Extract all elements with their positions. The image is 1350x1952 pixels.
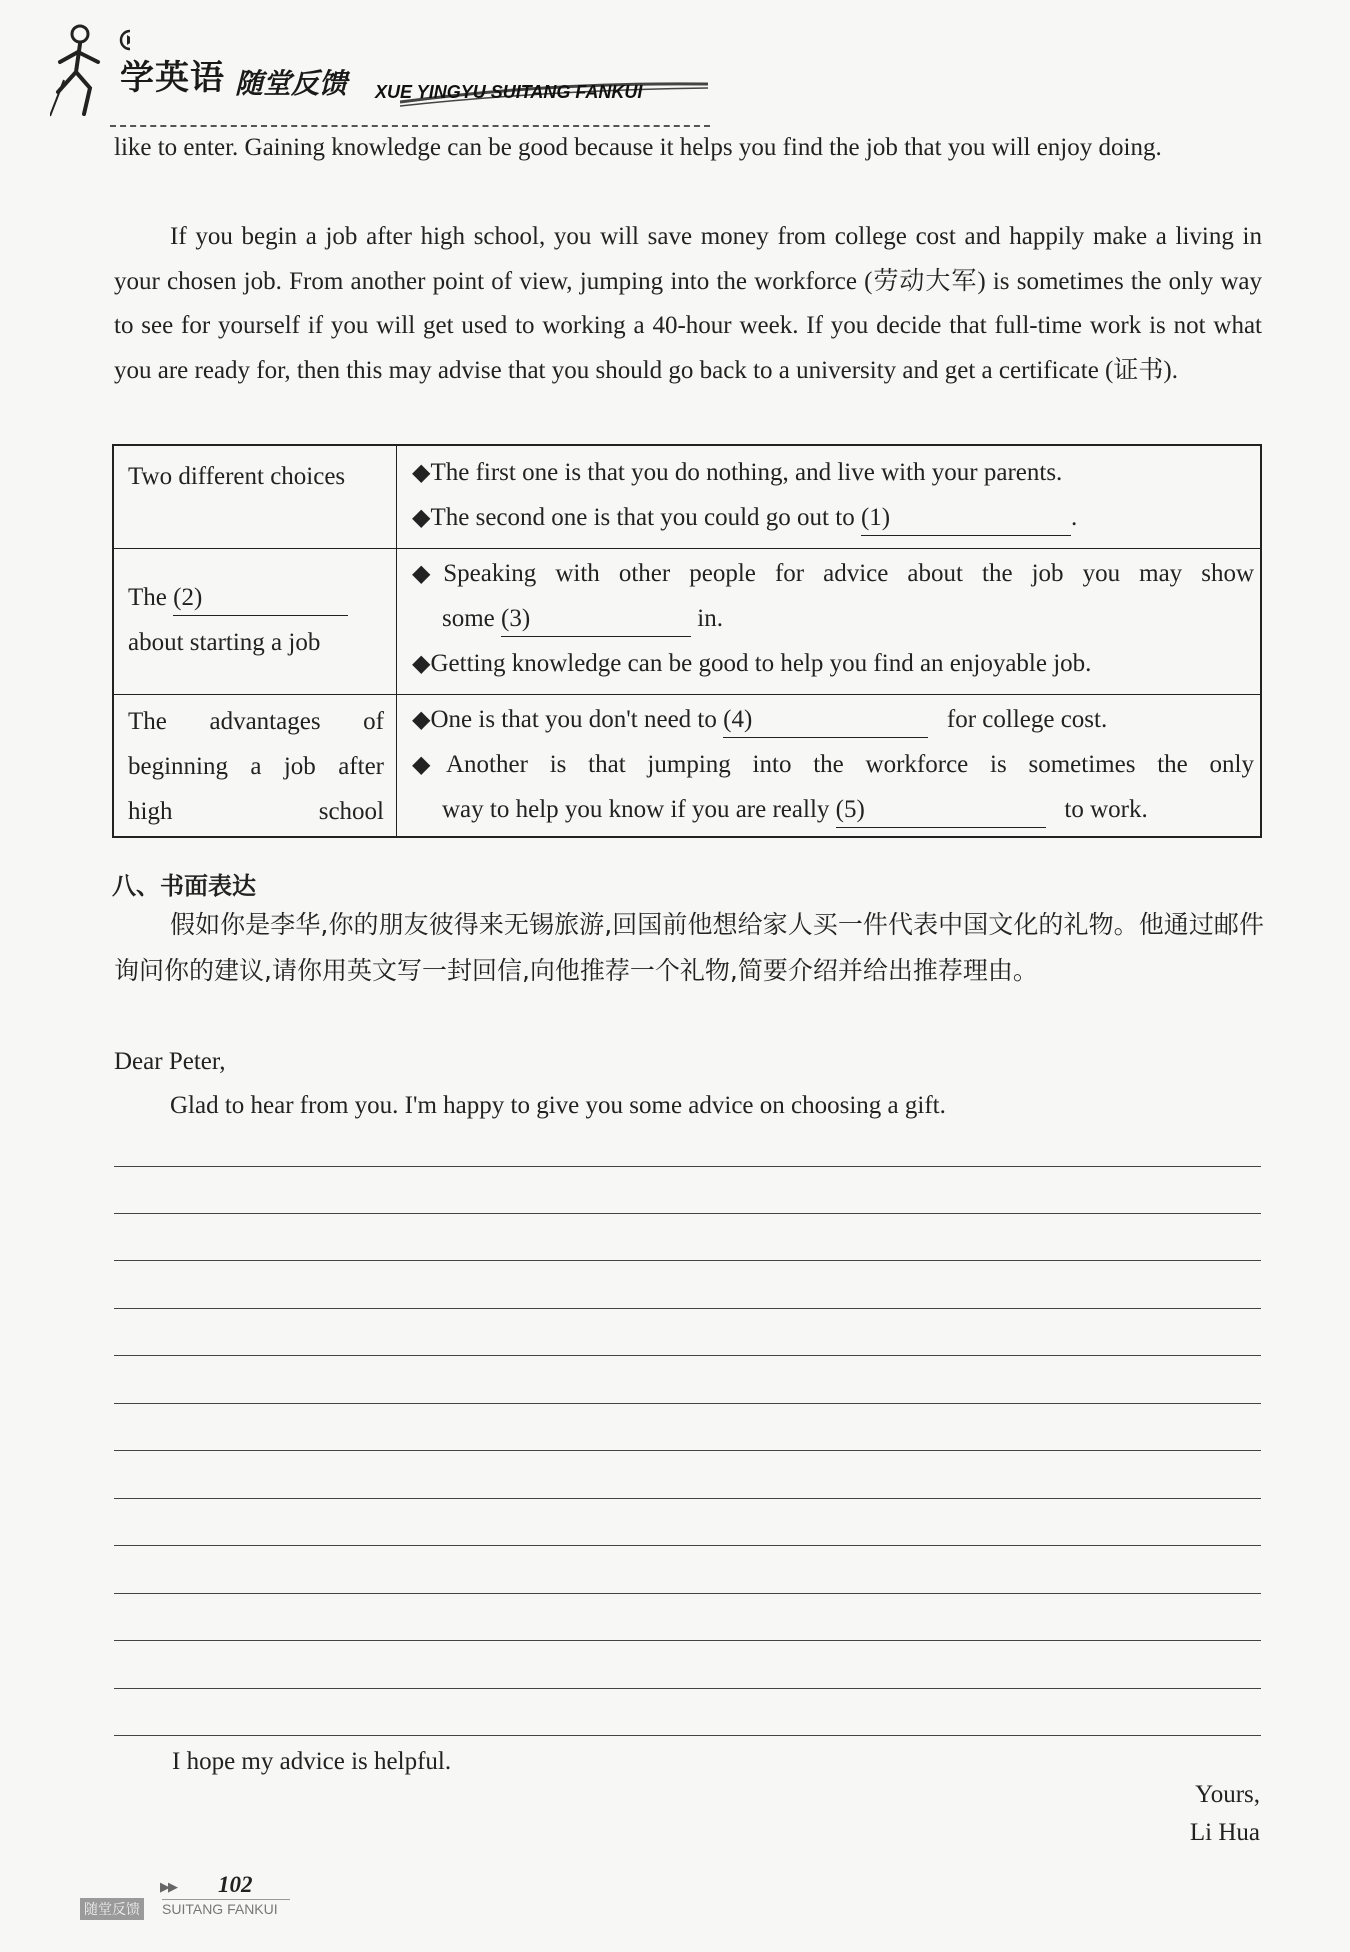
passage-paragraph-2: If you begin a job after high school, you will save money from college cost and happily make a living in your chosen job. From another point of view, jumping into the workforce (劳动大军) is sometimes the only way to see for yourself if you will get used to working a 40-hour week. If you decide that full-time work is not what you are ready for, then this may advise that you should go back to a university and get a certificate (证书). <box>114 223 1262 384</box>
writing-line[interactable] <box>114 1498 1261 1499</box>
table-row <box>114 548 1260 694</box>
row2-line1: Speaking with other people for advice about the job you may show <box>443 560 1254 587</box>
diamond-bullet-icon: ◆ <box>412 503 431 531</box>
writing-line[interactable] <box>114 1166 1261 1167</box>
blank-4-field[interactable]: (4) <box>723 703 928 738</box>
letter-sign-off: Yours, <box>1195 1781 1260 1808</box>
row3-line1-pre: One is that you don't need to <box>430 706 717 733</box>
letter-closing: I hope my advice is helpful. <box>172 1748 452 1775</box>
row3-left-cell: The advantages of beginning a job after high school <box>128 708 384 825</box>
diamond-bullet-icon: ◆ <box>412 458 431 486</box>
footer-label-cn: 随堂反馈 <box>80 1898 144 1920</box>
writing-line[interactable] <box>114 1735 1261 1736</box>
row2-line3: Getting knowledge can be good to help you find an enjoyable job. <box>430 650 1092 677</box>
letter-salutation: Dear Peter, <box>114 1048 226 1075</box>
table-row <box>114 446 1260 548</box>
page-header <box>50 20 670 120</box>
row3-line3-post: to work. <box>1064 796 1148 823</box>
writing-line[interactable] <box>114 1545 1261 1546</box>
page-arrow-icon: ▶▶ <box>160 1880 176 1895</box>
row2-left-post: about starting a job <box>128 629 321 656</box>
writing-prompt: 假如你是李华,你的朋友彼得来无锡旅游,回国前他想给家人买一件代表中国文化的礼物。他通过邮件询问你的建议,请你用英文写一封回信,向他推荐一个礼物,简要介绍并给出推荐理由。 <box>114 910 1264 985</box>
row2-line2-post: in. <box>697 605 723 632</box>
blank-2-field[interactable]: (2) <box>173 581 348 616</box>
row1-line2-post: . <box>1070 504 1078 531</box>
page-number: 102 <box>218 1872 253 1897</box>
footer-rule <box>162 1899 290 1900</box>
writing-line[interactable] <box>114 1308 1261 1309</box>
writing-line[interactable] <box>114 1260 1261 1261</box>
section-title: 八、书面表达 <box>112 872 256 900</box>
footer-label-en: SUITANG FANKUI <box>162 1901 278 1917</box>
row3-line2: Another is that jumping into the workforce is sometimes the only <box>446 751 1254 778</box>
runner-logo-icon <box>50 22 130 118</box>
writing-line[interactable] <box>114 1450 1261 1451</box>
row2-line2-pre: some <box>442 605 495 632</box>
blank-5-field[interactable]: (5) <box>836 793 1046 828</box>
row3-line3-pre: way to help you know if you are really <box>442 796 830 823</box>
row1-line2-pre: The second one is that you could go out to <box>430 504 855 531</box>
table-row <box>114 694 1260 838</box>
header-title-en: XUE YINGYU SUITANG FANKUI <box>375 82 643 102</box>
writing-line[interactable] <box>114 1403 1261 1404</box>
writing-line[interactable] <box>114 1640 1261 1641</box>
writing-line[interactable] <box>114 1688 1261 1689</box>
row1-left-cell: Two different choices <box>128 463 346 490</box>
row1-right-cell <box>412 450 1254 540</box>
writing-line[interactable] <box>114 1213 1261 1214</box>
letter-sign-off-block <box>1190 1776 1260 1852</box>
passage-paragraph-1: like to enter. Gaining knowledge can be good because it helps you find the job that you will enjoy doing. <box>114 134 1162 161</box>
writing-line[interactable] <box>114 1355 1261 1356</box>
row2-right-cell <box>412 551 1254 686</box>
writing-line[interactable] <box>114 1593 1261 1594</box>
diamond-bullet-icon: ◆ <box>412 559 444 587</box>
row3-right-cell <box>412 697 1254 832</box>
diamond-bullet-icon: ◆ <box>412 705 431 733</box>
row2-left-pre: The <box>128 584 167 611</box>
blank-1-field[interactable]: (1) <box>861 501 1071 536</box>
blank-3-field[interactable]: (3) <box>501 602 691 637</box>
diamond-bullet-icon: ◆ <box>412 649 431 677</box>
row3-line1-post: for college cost. <box>946 706 1108 733</box>
header-title-cn: 学英语 <box>120 58 225 98</box>
row2-left-cell <box>128 575 384 665</box>
letter-signature: Li Hua <box>1189 1819 1260 1846</box>
row1-line1: The first one is that you do nothing, and live with your parents. <box>430 459 1063 486</box>
diamond-bullet-icon: ◆ <box>412 750 446 778</box>
summary-table <box>112 444 1262 838</box>
letter-opening: Glad to hear from you. I'm happy to give you some advice on choosing a gift. <box>170 1092 946 1119</box>
header-title-cn-sub: 随堂反馈 <box>235 67 348 100</box>
